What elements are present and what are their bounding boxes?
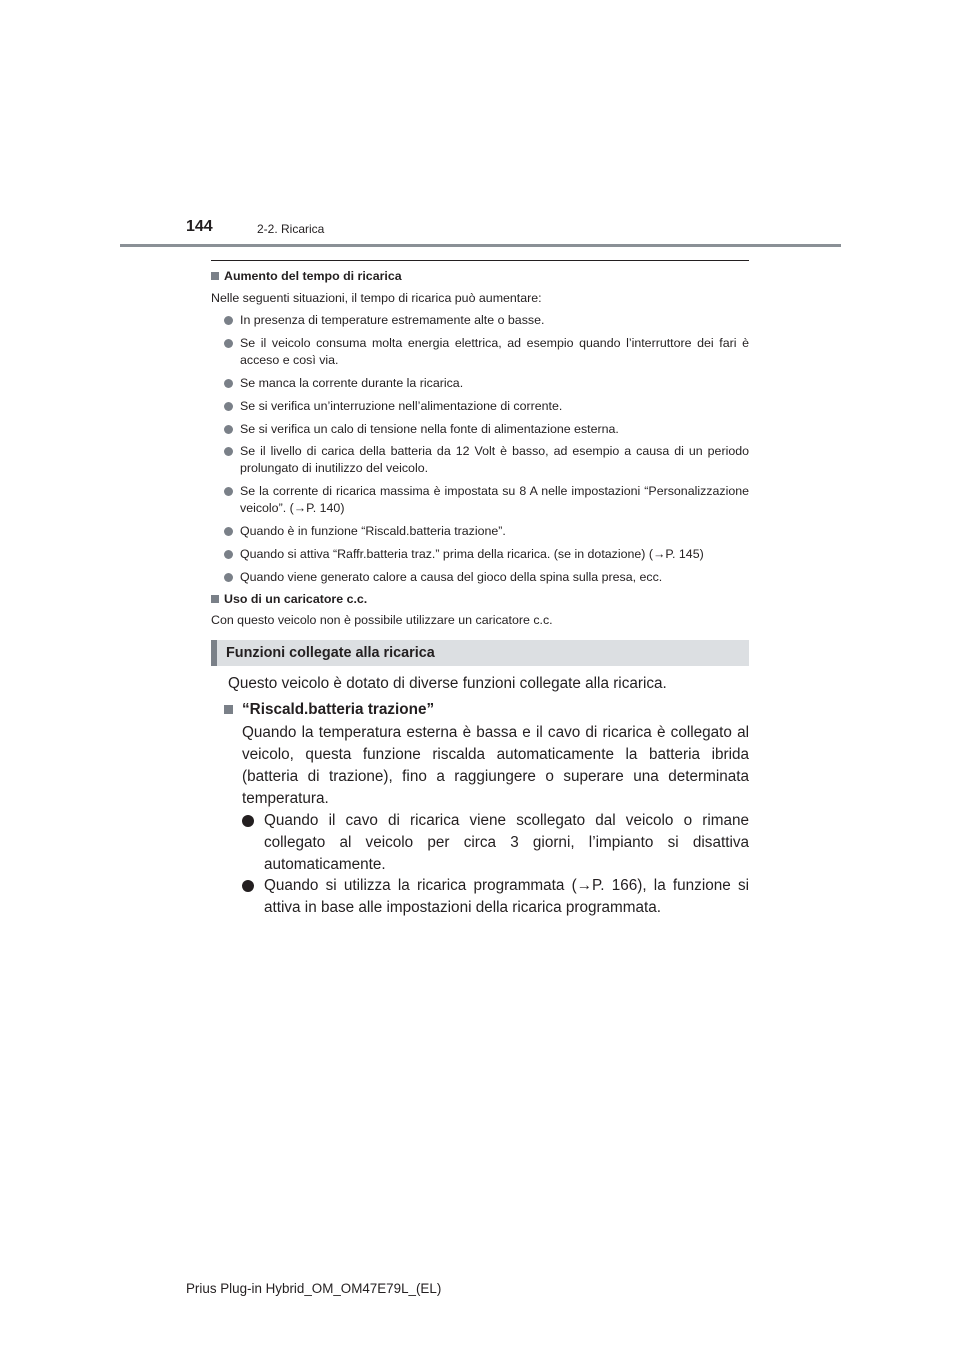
functions-subheading-row (224, 699, 749, 721)
bullet-dot-icon (224, 425, 233, 434)
functions-subheading: “Riscald.batteria trazione” (242, 701, 435, 718)
header-rule (120, 244, 841, 247)
list-item: Quando è in funzione “Riscald.batteria trazione”. (224, 523, 749, 540)
page-number: 144 (186, 218, 213, 235)
list-item: Se la corrente di ricarica massima è impostata su 8 A nelle impostazioni “Personalizzazione veicolo”. (→P. 140) (224, 483, 749, 517)
square-bullet-icon (211, 595, 219, 603)
bullet-dot-icon (224, 487, 233, 496)
bullet-dot-icon (224, 316, 233, 325)
list-item: Se manca la corrente durante la ricarica. (224, 375, 749, 392)
list-item: Se si verifica un’interruzione nell’alimentazione di corrente. (224, 398, 749, 415)
charge-time-heading-row (211, 268, 749, 285)
bullet-dot-icon (224, 527, 233, 536)
square-bullet-icon (224, 705, 233, 714)
dc-charger-heading-row (211, 591, 749, 608)
functions-paragraph: Quando la temperatura esterna è bassa e il cavo di ricarica è collegato al veicolo, questa funzione riscalda automaticamente la batteria ibrida (batteria di trazione), fino a raggiungere o superare una determinata temperatura. (242, 724, 749, 807)
functions-section-header (211, 640, 749, 666)
bullet-dot-icon (242, 815, 254, 827)
dc-charger-heading: Uso di un caricatore c.c. (224, 592, 368, 606)
list-item: Quando si utilizza la ricarica programmata (→P. 166), la funzione si attiva in base alle impostazioni della ricarica programmata. (242, 875, 749, 919)
square-bullet-icon (211, 272, 219, 280)
dc-charger-text: Con questo veicolo non è possibile utilizzare un caricatore c.c. (211, 613, 553, 627)
charge-time-heading: Aumento del tempo di ricarica (224, 269, 402, 283)
content-top-rule (211, 260, 749, 261)
section-label: 2-2. Ricarica (257, 222, 325, 236)
functions-intro: Questo veicolo è dotato di diverse funzioni collegate alla ricarica. (228, 675, 667, 692)
bullet-dot-icon (242, 880, 254, 892)
list-item: Quando il cavo di ricarica viene scollegato dal veicolo o rimane collegato al veicolo per circa 3 giorni, l’impianto si disattiva automaticamente. (242, 810, 749, 876)
bullet-dot-icon (224, 447, 233, 456)
list-item: Se il veicolo consuma molta energia elettrica, ad esempio quando l’interruttore dei fari è acceso e così via. (224, 335, 749, 369)
bullet-dot-icon (224, 402, 233, 411)
list-item: Quando si attiva “Raffr.batteria traz.” prima della ricarica. (se in dotazione) (→P. 145) (224, 546, 749, 563)
functions-title: Funzioni collegate alla ricarica (226, 645, 435, 661)
list-item: Se il livello di carica della batteria da 12 Volt è basso, ad esempio a causa di un periodo prolungato di inutilizzo del veicolo. (224, 443, 749, 477)
bullet-dot-icon (224, 550, 233, 559)
list-item: Quando viene generato calore a causa del gioco della spina sulla presa, ecc. (224, 569, 749, 586)
charge-time-intro: Nelle seguenti situazioni, il tempo di ricarica può aumentare: (211, 291, 542, 305)
bullet-dot-icon (224, 339, 233, 348)
bullet-dot-icon (224, 379, 233, 388)
list-item: Se si verifica un calo di tensione nella fonte di alimentazione esterna. (224, 421, 749, 438)
bullet-dot-icon (224, 573, 233, 582)
list-item: In presenza di temperature estremamente alte o basse. (224, 312, 749, 329)
footer-doc-code: Prius Plug-in Hybrid_OM_OM47E79L_(EL) (186, 1281, 442, 1296)
